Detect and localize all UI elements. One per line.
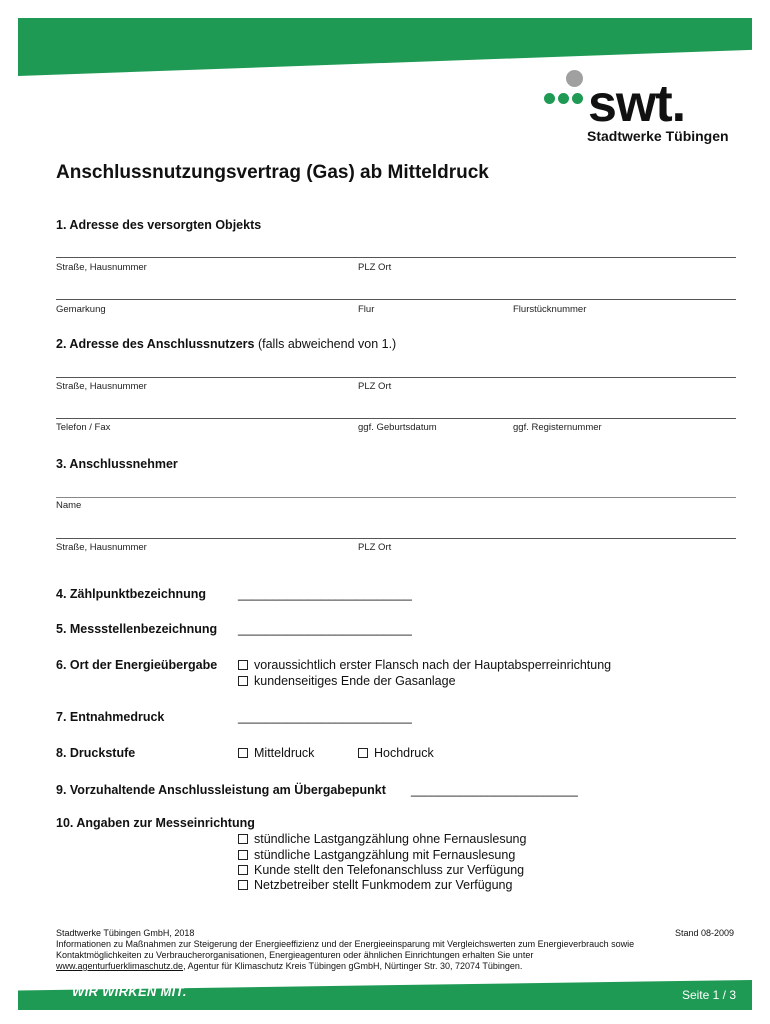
field-line bbox=[56, 538, 736, 539]
logo-wordmark: swt. bbox=[588, 75, 686, 133]
footer-address: , Agentur für Klimaschutz Kreis Tübingen gGmbH, Nürtinger Str. 30, 72074 Tübingen. bbox=[183, 961, 523, 971]
checkbox[interactable] bbox=[238, 880, 248, 890]
field-label-zip-city: PLZ Ort bbox=[358, 542, 392, 553]
section-3-heading: 3. Anschlussnehmer bbox=[56, 457, 178, 471]
top-banner bbox=[18, 18, 752, 76]
field-label-flur: Flur bbox=[358, 304, 375, 315]
option-label: Hochdruck bbox=[374, 746, 434, 760]
option-funkmodem[interactable] bbox=[238, 878, 512, 892]
entnahmedruck-label: 7. Entnahmedruck bbox=[56, 710, 165, 724]
checkbox[interactable] bbox=[238, 748, 248, 758]
section-2-title: 2. Adresse des Anschlussnutzers bbox=[56, 337, 255, 351]
footer-company: Stadtwerke Tübingen GmbH, 2018 bbox=[56, 928, 195, 938]
field-label-registernummer: ggf. Registernummer bbox=[513, 422, 602, 433]
entnahmedruck-input[interactable]: _________________________ bbox=[238, 710, 412, 724]
logo-dot-gray bbox=[566, 70, 583, 87]
checkbox[interactable] bbox=[238, 834, 248, 844]
field-label-zip-city: PLZ Ort bbox=[358, 381, 392, 392]
logo-dot-green bbox=[572, 93, 583, 104]
footer-info-line1: Informationen zu Maßnahmen zur Steigerung der Energieeffizienz und der Energieeinsparung mit Vergleichswerten zum Energieverbrauch sowie bbox=[56, 939, 635, 949]
section-1-heading: 1. Adresse des versorgten Objekts bbox=[56, 218, 262, 232]
footer-info-line3 bbox=[56, 961, 522, 971]
field-label-street: Straße, Hausnummer bbox=[56, 262, 147, 273]
section-2-heading bbox=[56, 337, 396, 351]
option-flansch[interactable] bbox=[238, 658, 611, 672]
option-telefonanschluss[interactable] bbox=[238, 863, 524, 877]
field-label-zip-city: PLZ Ort bbox=[358, 262, 392, 273]
energieuebergabe-label: 6. Ort der Energieübergabe bbox=[56, 658, 218, 672]
field-label-birthdate: ggf. Geburtsdatum bbox=[358, 422, 437, 433]
logo-dot-green bbox=[544, 93, 555, 104]
slogan: WIR WIRKEN MIT. bbox=[72, 984, 187, 999]
option-label: voraussichtlich erster Flansch nach der Hauptabsperreinrichtung bbox=[254, 658, 612, 672]
field-line bbox=[56, 257, 736, 258]
option-gasanlage[interactable] bbox=[238, 674, 456, 688]
option-label: Mitteldruck bbox=[254, 746, 315, 760]
field-label-street: Straße, Hausnummer bbox=[56, 542, 147, 553]
footer-info-line2: Kontaktmöglichkeiten zu Verbraucherorganisationen, Energieagenturen oder ähnlichen Einrichtungen erhalten Sie unter bbox=[56, 950, 534, 960]
document-title: Anschlussnutzungsvertrag (Gas) ab Mitteldruck bbox=[56, 162, 489, 183]
option-label: stündliche Lastgangzählung ohne Fernauslesung bbox=[254, 832, 527, 846]
option-mit-fernauslesung[interactable] bbox=[238, 848, 515, 862]
anschlussleistung-input[interactable]: ________________________ bbox=[411, 783, 578, 797]
option-label: Kunde stellt den Telefonanschluss zur Verfügung bbox=[254, 863, 525, 877]
name-field-line bbox=[56, 497, 736, 498]
option-label: kundenseitiges Ende der Gasanlage bbox=[254, 674, 456, 688]
field-label-phone-fax: Telefon / Fax bbox=[56, 422, 111, 433]
field-line bbox=[56, 377, 736, 378]
zaehlpunkt-input[interactable]: _________________________ bbox=[238, 587, 412, 601]
checkbox[interactable] bbox=[358, 748, 368, 758]
field-line bbox=[56, 299, 736, 300]
field-label-name: Name bbox=[56, 500, 82, 511]
option-label: stündliche Lastgangzählung mit Fernauslesung bbox=[254, 848, 516, 862]
option-ohne-fernauslesung[interactable] bbox=[238, 832, 526, 846]
messeinrichtung-label: 10. Angaben zur Messeinrichtung bbox=[56, 816, 255, 830]
page-number: Seite 1 / 3 bbox=[681, 988, 736, 1002]
druckstufe-label: 8. Druckstufe bbox=[56, 746, 136, 760]
field-label-flurstuecknummer: Flurstücknummer bbox=[513, 304, 587, 315]
field-line bbox=[56, 418, 736, 419]
checkbox[interactable] bbox=[238, 850, 248, 860]
checkbox[interactable] bbox=[238, 865, 248, 875]
footer-stand: Stand 08-2009 bbox=[674, 928, 734, 938]
footer-link[interactable]: www.agenturfuerklimaschutz.de bbox=[56, 961, 184, 971]
field-label-gemarkung: Gemarkung bbox=[56, 304, 106, 315]
field-label-street: Straße, Hausnummer bbox=[56, 381, 147, 392]
section-2-note: (falls abweichend von 1.) bbox=[257, 337, 397, 351]
logo-dot-green bbox=[558, 93, 569, 104]
checkbox[interactable] bbox=[238, 676, 248, 686]
option-label: Netzbetreiber stellt Funkmodem zur Verfügung bbox=[254, 878, 513, 892]
zaehlpunkt-label: 4. Zählpunktbezeichnung bbox=[56, 587, 207, 601]
option-mitteldruck[interactable] bbox=[238, 746, 314, 760]
messstelle-label: 5. Messstellenbezeichnung bbox=[56, 622, 218, 636]
logo-subtitle: Stadtwerke Tübingen bbox=[587, 128, 729, 144]
messstelle-input[interactable]: _________________________ bbox=[238, 622, 412, 636]
anschlussleistung-label: 9. Vorzuhaltende Anschlussleistung am Übergabepunkt bbox=[56, 783, 386, 797]
checkbox[interactable] bbox=[238, 660, 248, 670]
option-hochdruck[interactable] bbox=[358, 746, 434, 760]
